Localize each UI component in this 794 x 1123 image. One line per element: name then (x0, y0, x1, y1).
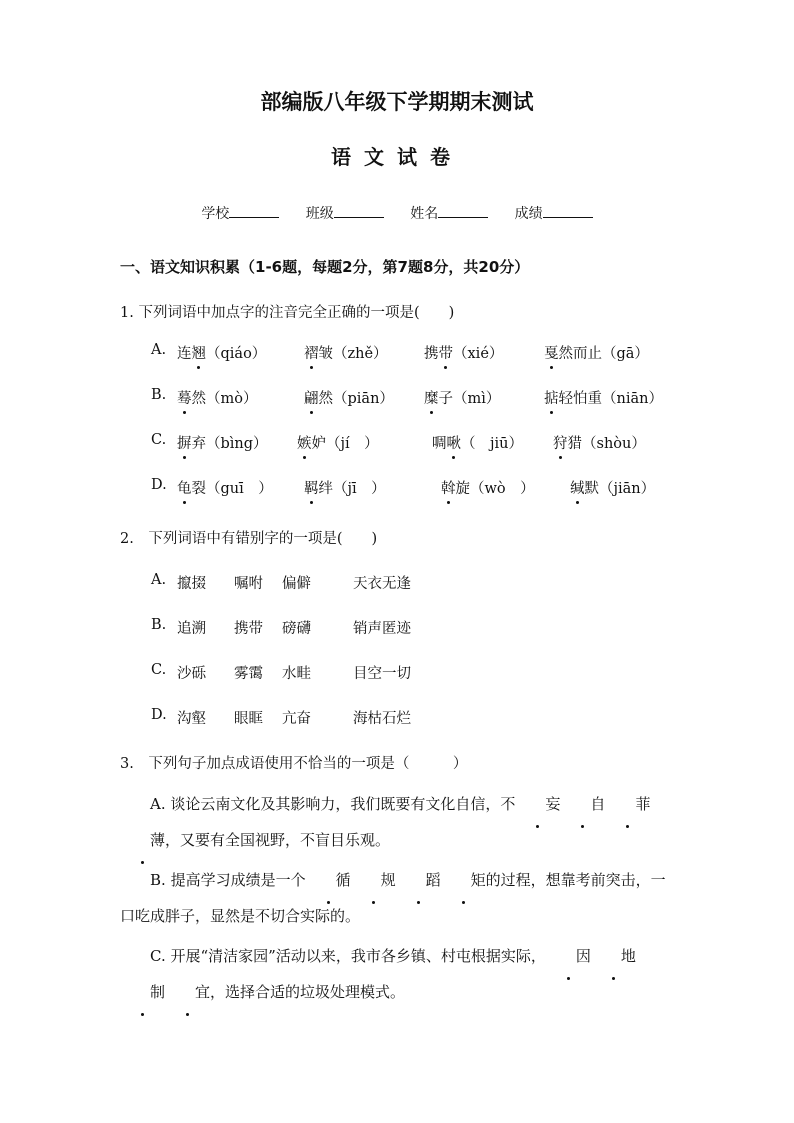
option-word: 目空一切 (353, 666, 411, 682)
option-word: 嘱咐 (234, 576, 263, 592)
option-word: 嫉妒（jí ） (297, 432, 379, 453)
dotted-char: 矩 (441, 862, 486, 898)
option-word: 携带 (234, 621, 263, 637)
option-word: 缄默（jiān） (570, 477, 655, 498)
dotted-idiom (306, 871, 486, 889)
option-letter: B. (151, 617, 167, 633)
name-blank[interactable] (438, 203, 488, 218)
dotted-char: 因 (546, 938, 591, 974)
option-word: 蓦然（mò） (177, 387, 257, 408)
dotted-char: 菲 (605, 786, 650, 822)
option-word: 雾霭 (234, 666, 263, 682)
page-title: 部编版八年级下学期期末测试 (260, 90, 534, 114)
score-blank[interactable] (543, 203, 593, 218)
name-field[interactable]: 姓名 (410, 206, 488, 222)
dotted-char: 规 (351, 862, 396, 898)
dotted-char: 蹈 (396, 862, 441, 898)
option-word: 携带（xié） (424, 342, 503, 363)
option-word: 销声匿迹 (353, 621, 411, 637)
question-3-stem: 3. 下列句子加点成语使用不恰当的一项是（ ） (120, 756, 468, 772)
option-word: 沙砾 (177, 666, 206, 682)
student-info-row (0, 203, 794, 223)
option-word: 沟壑 (177, 711, 206, 727)
option-word: 磅礴 (282, 621, 311, 637)
score-field[interactable]: 成绩 (515, 206, 593, 222)
q3-option-b[interactable]: B. 提高学习成绩是一个 循 规 蹈 矩的过程，想靠考前突击，一口吃成胖子，显然是不切合实际的。 (120, 862, 680, 934)
option-word: 天衣无逢 (353, 576, 411, 592)
dotted-char: 薄 (120, 822, 165, 858)
class-field[interactable]: 班级 (306, 206, 384, 222)
option-word: 摒弃（bìng） (177, 432, 268, 453)
dotted-char: 妄 (515, 786, 560, 822)
q3-option-c[interactable]: C. 开展“清洁家园”活动以来，我市各乡镇、村屯根据实际， 因 地制 宜，选择合适的垃圾处理模式。 (120, 938, 680, 1010)
option-word: 掂轻怕重（niān） (544, 387, 663, 408)
dotted-char: 循 (306, 862, 351, 898)
option-letter: A. (151, 342, 167, 358)
option-word: 亢奋 (282, 711, 311, 727)
option-word: 海枯石烂 (353, 711, 411, 727)
option-word: 连翘（qiáo） (177, 342, 266, 363)
option-letter: A. (151, 572, 167, 588)
option-letter: C. (151, 432, 167, 448)
dotted-char: 自 (560, 786, 605, 822)
option-word: 攛掇 (177, 576, 206, 592)
section-heading: 一、语文知识积累（1-6题，每题2分，第7题8分，共20分） (120, 258, 530, 276)
option-word: 褶皱（zhě） (304, 342, 388, 363)
option-letter: B. (151, 387, 167, 403)
option-word: 偏僻 (282, 576, 311, 592)
school-field[interactable]: 学校 (201, 206, 279, 222)
dotted-char: 地 (591, 938, 636, 974)
option-word: 斡旋（wò ） (441, 477, 535, 498)
option-letter: D. (151, 477, 167, 493)
option-word: 戛然而止（gā） (544, 342, 649, 363)
question-2-stem: 2. 下列词语中有错别字的一项是( ) (120, 531, 378, 547)
option-word: 翩然（piān） (304, 387, 394, 408)
page-subtitle: 语文试卷 (331, 145, 463, 169)
option-word: 羁绊（jī ） (304, 477, 386, 498)
question-1-stem: 1. 下列词语中加点字的注音完全正确的一项是( ) (120, 305, 455, 321)
dotted-char: 制 (120, 974, 165, 1010)
dotted-char: 宜 (165, 974, 210, 1010)
school-blank[interactable] (229, 203, 279, 218)
class-blank[interactable] (334, 203, 384, 218)
option-word: 狩猎（shòu） (553, 432, 646, 453)
option-word: 龟裂（guī ） (177, 477, 273, 498)
option-word: 眼眶 (234, 711, 263, 727)
option-letter: C. (151, 662, 167, 678)
option-word: 追溯 (177, 621, 206, 637)
option-word: 糜子（mì） (424, 387, 500, 408)
option-word: 水畦 (282, 666, 311, 682)
q3-option-a[interactable]: A. 谈论云南文化及其影响力，我们既要有文化自信，不 妄 自 菲薄，又要有全国视野，不盲目乐观。 (120, 786, 680, 858)
option-word: 啁啾（ jiū） (432, 432, 523, 453)
option-letter: D. (151, 707, 167, 723)
